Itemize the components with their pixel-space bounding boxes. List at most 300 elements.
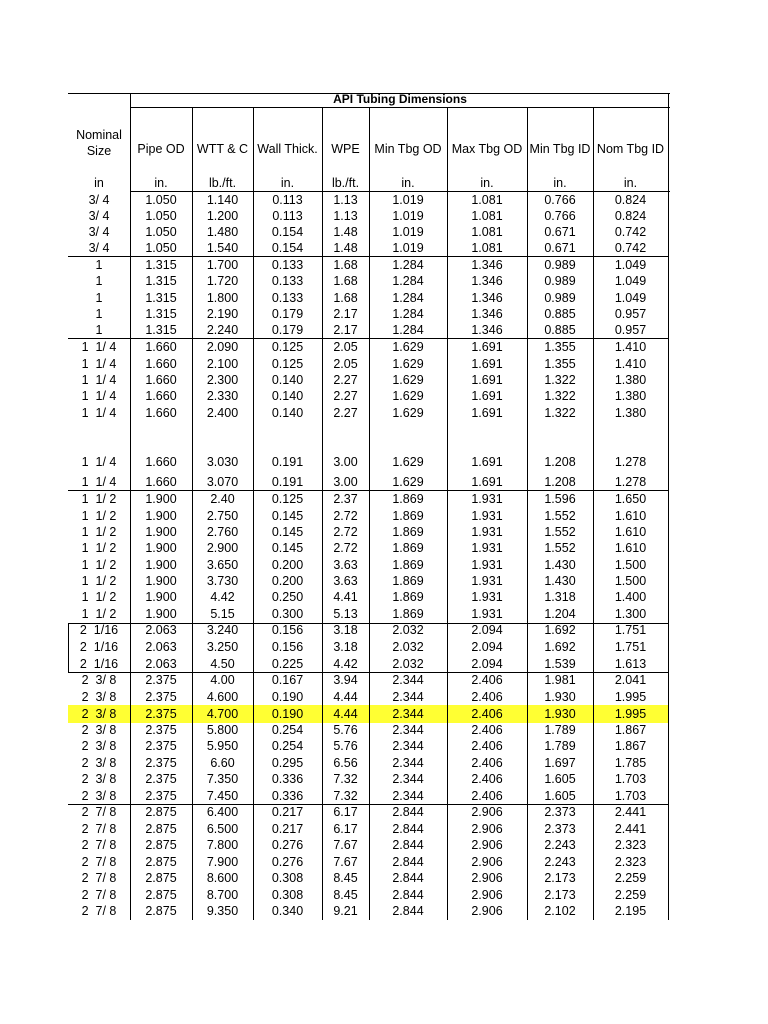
table-cell: 1.660 [145, 373, 177, 387]
table-cell: 1.315 [145, 291, 177, 305]
table-cell: 1.660 [145, 475, 177, 489]
size-cell: 1 1/ 2 [81, 525, 117, 539]
table-cell: 2.195 [614, 904, 647, 918]
table-cell: 1.691 [471, 475, 503, 489]
table-cell: 1.629 [392, 455, 424, 469]
table-cell: 6.60 [210, 756, 235, 770]
table-cell: 1.318 [544, 590, 576, 604]
table-cell: 2.875 [145, 888, 177, 902]
table-cell: 0.140 [271, 406, 304, 420]
size-cell: 1 [95, 258, 103, 272]
table-cell: 2.406 [471, 789, 503, 803]
size-cell: 2 7/ 8 [81, 838, 117, 852]
table-cell: 1.660 [145, 406, 177, 420]
size-cell: 2 7/ 8 [81, 904, 117, 918]
table-cell: 0.250 [271, 590, 304, 604]
size-cell: 2 3/ 8 [81, 772, 117, 786]
table-cell: 2.375 [145, 690, 177, 704]
table-cell: 2.344 [392, 756, 424, 770]
table-cell: 3.00 [333, 455, 358, 469]
table-cell: 0.113 [272, 193, 303, 207]
size-cell: 1 1/ 4 [81, 373, 117, 387]
table-cell: 1.691 [471, 357, 503, 371]
table-cell: 1.346 [471, 258, 503, 272]
table-cell: 1.789 [544, 739, 576, 753]
table-cell: 0.885 [544, 323, 576, 337]
table-cell: 2.344 [392, 673, 424, 687]
table-cell: 0.340 [271, 904, 304, 918]
table-cell: 1.284 [392, 307, 424, 321]
column-header: Max Tbg OD [451, 142, 523, 156]
table-cell: 1.050 [145, 209, 177, 223]
table-cell: 5.950 [206, 739, 239, 753]
table-cell: 2.190 [206, 307, 239, 321]
table-cell: 1.019 [392, 225, 424, 239]
table-cell: 2.875 [145, 805, 177, 819]
table-cell: 0.308 [271, 888, 304, 902]
group-separator [68, 490, 668, 491]
table-cell: 1.800 [206, 291, 239, 305]
table-cell: 3.070 [206, 475, 239, 489]
size-cell: 1 1/ 2 [81, 574, 117, 588]
size-cell: 1 [95, 323, 103, 337]
table-cell: 2.844 [392, 904, 424, 918]
table-cell: 9.21 [333, 904, 358, 918]
table-cell: 1.019 [392, 209, 424, 223]
table-cell: 2.406 [471, 690, 503, 704]
table-cell: 1.284 [392, 323, 424, 337]
table-cell: 3.18 [333, 640, 358, 654]
table-cell: 2.041 [614, 673, 647, 687]
table-cell: 1.703 [614, 789, 647, 803]
table-cell: 0.154 [271, 225, 304, 239]
table-cell: 1.900 [145, 509, 177, 523]
table-cell: 4.42 [210, 590, 235, 604]
table-cell: 3.250 [206, 640, 239, 654]
column-header: Min Tbg ID [529, 142, 591, 156]
size-cell: 2 3/ 8 [81, 789, 117, 803]
table-cell: 1.995 [614, 707, 647, 721]
table-cell: 0.742 [614, 225, 647, 239]
column-header: WTT & C [196, 142, 249, 156]
table-cell: 2.72 [333, 509, 358, 523]
table-cell: 1.300 [614, 607, 647, 621]
column-header: Pipe OD [137, 142, 185, 156]
table-cell: 0.125 [271, 357, 304, 371]
size-cell: 1 1/ 2 [81, 558, 117, 572]
table-cell: 1.081 [471, 241, 503, 255]
column-unit: lb./ft. [331, 176, 360, 190]
table-cell: 3.63 [333, 558, 358, 572]
table-cell: 0.167 [271, 673, 304, 687]
table-cell: 0.217 [271, 822, 304, 836]
size-cell: 1 [95, 307, 103, 321]
table-cell: 2.875 [145, 822, 177, 836]
table-cell: 0.989 [544, 274, 576, 288]
table-cell: 2.40 [210, 492, 235, 506]
table-cell: 0.190 [271, 690, 304, 704]
table-cell: 0.200 [271, 574, 304, 588]
table-cell: 2.094 [471, 640, 503, 654]
table-cell: 1.931 [471, 590, 503, 604]
table-cell: 5.800 [206, 723, 239, 737]
column-header: Nominal Size [76, 128, 122, 158]
table-cell: 0.957 [614, 307, 647, 321]
table-cell: 2.173 [544, 888, 576, 902]
table-cell: 0.824 [614, 209, 647, 223]
table-cell: 5.13 [333, 607, 358, 621]
table-cell: 2.094 [471, 623, 503, 637]
table-cell: 1.315 [145, 323, 177, 337]
table-cell: 1.208 [544, 475, 576, 489]
column-unit: in. [480, 176, 494, 190]
header-top-rule [68, 93, 670, 94]
table-cell: 2.17 [333, 323, 358, 337]
table-cell: 1.284 [392, 258, 424, 272]
table-cell: 2.259 [614, 888, 647, 902]
table-cell: 2.844 [392, 855, 424, 869]
table-cell: 0.742 [614, 241, 647, 255]
table-cell: 1.629 [392, 340, 424, 354]
table-cell: 7.32 [333, 789, 358, 803]
table-cell: 8.700 [206, 888, 239, 902]
table-cell: 2.032 [392, 623, 424, 637]
table-cell: 3.730 [206, 574, 239, 588]
table-cell: 0.145 [271, 525, 304, 539]
table-cell: 0.225 [271, 657, 304, 671]
group-separator [68, 804, 668, 805]
table-cell: 1.019 [392, 241, 424, 255]
table-cell: 1.380 [614, 406, 647, 420]
table-cell: 1.48 [333, 241, 358, 255]
table-cell: 2.72 [333, 541, 358, 555]
table-cell: 1.650 [614, 492, 647, 506]
table-cell: 1.610 [614, 509, 647, 523]
table-cell: 2.300 [206, 373, 239, 387]
table-cell: 1.284 [392, 291, 424, 305]
size-cell: 1 1/ 4 [81, 357, 117, 371]
table-cell: 4.44 [333, 707, 358, 721]
table-cell: 0.254 [271, 739, 304, 753]
table-cell: 2.906 [471, 855, 503, 869]
table-cell: 2.406 [471, 772, 503, 786]
size-cell: 2 7/ 8 [81, 855, 117, 869]
size-cell: 1 1/ 2 [81, 492, 117, 506]
table-cell: 1.981 [544, 673, 576, 687]
table-cell: 1.539 [544, 657, 576, 671]
table-cell: 4.41 [333, 590, 358, 604]
table-cell: 2.406 [471, 673, 503, 687]
table-cell: 0.766 [544, 209, 576, 223]
table-cell: 1.931 [471, 607, 503, 621]
table-cell: 7.67 [333, 838, 358, 852]
table-cell: 1.629 [392, 389, 424, 403]
table-cell: 1.430 [544, 574, 576, 588]
table-cell: 1.629 [392, 406, 424, 420]
table-cell: 3.94 [333, 673, 358, 687]
size-cell: 1 1/ 2 [81, 509, 117, 523]
table-cell: 0.113 [272, 209, 303, 223]
table-cell: 2.900 [206, 541, 239, 555]
table-cell: 2.750 [206, 509, 239, 523]
header-mid-rule [130, 107, 670, 108]
table-cell: 4.44 [333, 690, 358, 704]
table-cell: 0.191 [271, 455, 304, 469]
table-cell: 2.090 [206, 340, 239, 354]
table-cell: 2.406 [471, 723, 503, 737]
column-header: Wall Thick. [257, 142, 318, 156]
table-cell: 1.400 [614, 590, 647, 604]
size-cell: 1 1/ 2 [81, 590, 117, 604]
table-cell: 1.050 [145, 225, 177, 239]
table-cell: 1.315 [145, 274, 177, 288]
table-cell: 3.18 [333, 623, 358, 637]
table-cell: 0.989 [544, 258, 576, 272]
table-cell: 2.375 [145, 707, 177, 721]
column-divider [527, 107, 528, 920]
table-cell: 2.441 [614, 805, 647, 819]
column-header: Nom Tbg ID [596, 142, 665, 156]
table-cell: 1.697 [544, 756, 576, 770]
size-cell: 3/ 4 [88, 225, 110, 239]
table-cell: 1.049 [614, 274, 647, 288]
table-cell: 0.154 [271, 241, 304, 255]
table-cell: 1.050 [145, 241, 177, 255]
table-cell: 0.254 [271, 723, 304, 737]
table-cell: 5.76 [333, 723, 358, 737]
column-divider [130, 93, 131, 920]
table-cell: 1.200 [206, 209, 239, 223]
table-cell: 2.760 [206, 525, 239, 539]
table-cell: 1.380 [614, 389, 647, 403]
table-cell: 1.081 [471, 225, 503, 239]
table-cell: 1.869 [392, 607, 424, 621]
table-cell: 1.410 [614, 340, 647, 354]
table-cell: 8.45 [333, 888, 358, 902]
table-cell: 4.50 [210, 657, 235, 671]
table-cell: 2.27 [333, 389, 358, 403]
table-cell: 0.125 [271, 492, 304, 506]
column-divider [447, 107, 448, 920]
table-cell: 2.323 [614, 855, 647, 869]
table-cell: 2.406 [471, 707, 503, 721]
table-cell: 1.900 [145, 607, 177, 621]
size-cell: 1 1/ 4 [81, 455, 117, 469]
table-cell: 0.133 [271, 291, 304, 305]
table-cell: 3.63 [333, 574, 358, 588]
table-cell: 4.600 [206, 690, 239, 704]
table-cell: 2.323 [614, 838, 647, 852]
table-cell: 2.243 [544, 838, 576, 852]
table-cell: 1.869 [392, 525, 424, 539]
table-cell: 7.450 [206, 789, 239, 803]
table-cell: 1.13 [333, 193, 358, 207]
table-cell: 1.605 [544, 789, 576, 803]
table-cell: 0.190 [271, 707, 304, 721]
table-cell: 2.032 [392, 657, 424, 671]
table-cell: 7.350 [206, 772, 239, 786]
table-cell: 0.140 [271, 389, 304, 403]
table-cell: 1.703 [614, 772, 647, 786]
size-cell: 3/ 4 [88, 193, 110, 207]
table-cell: 3.240 [206, 623, 239, 637]
table-cell: 0.191 [271, 475, 304, 489]
table-cell: 1.867 [614, 723, 647, 737]
group-separator [68, 672, 668, 673]
table-cell: 0.200 [271, 558, 304, 572]
table-cell: 1.68 [333, 291, 358, 305]
table-cell: 1.140 [206, 193, 239, 207]
table-cell: 2.875 [145, 855, 177, 869]
table-cell: 2.441 [614, 822, 647, 836]
column-unit: in. [280, 176, 295, 190]
table-cell: 1.315 [145, 307, 177, 321]
table-cell: 2.906 [471, 888, 503, 902]
table-cell: 1.900 [145, 492, 177, 506]
table-cell: 6.500 [206, 822, 239, 836]
column-divider [668, 93, 669, 920]
table-cell: 2.102 [544, 904, 576, 918]
group-separator [68, 623, 668, 624]
table-cell: 1.931 [471, 574, 503, 588]
table-cell: 2.375 [145, 772, 177, 786]
table-cell: 0.671 [544, 241, 576, 255]
table-cell: 1.900 [145, 574, 177, 588]
table-cell: 1.430 [544, 558, 576, 572]
table-cell: 1.629 [392, 357, 424, 371]
size-cell: 1 [95, 291, 103, 305]
table-cell: 2.373 [544, 805, 576, 819]
table-cell: 7.67 [333, 855, 358, 869]
size-cell: 2 1/16 [79, 640, 119, 654]
size-cell: 3/ 4 [88, 241, 110, 255]
table-cell: 0.336 [271, 789, 304, 803]
table-cell: 1.751 [614, 623, 647, 637]
table-cell: 2.844 [392, 888, 424, 902]
table-cell: 1.410 [614, 357, 647, 371]
table-cell: 0.957 [614, 323, 647, 337]
table-cell: 2.375 [145, 756, 177, 770]
table-cell: 2.906 [471, 871, 503, 885]
table-cell: 1.500 [614, 558, 647, 572]
table-cell: 1.552 [544, 525, 576, 539]
table-cell: 2.094 [471, 657, 503, 671]
table-cell: 1.68 [333, 258, 358, 272]
table-cell: 2.344 [392, 789, 424, 803]
table-cell: 1.700 [206, 258, 239, 272]
table-cell: 2.875 [145, 838, 177, 852]
table-cell: 7.900 [206, 855, 239, 869]
table-cell: 1.322 [544, 389, 576, 403]
table-cell: 7.32 [333, 772, 358, 786]
table-cell: 1.931 [471, 558, 503, 572]
table-cell: 0.336 [271, 772, 304, 786]
table-cell: 1.355 [544, 340, 576, 354]
table-cell: 5.15 [210, 607, 235, 621]
table-cell: 2.100 [206, 357, 239, 371]
table-cell: 2.05 [333, 340, 358, 354]
column-unit: in [94, 176, 104, 190]
size-cell: 1 1/ 4 [81, 389, 117, 403]
group-separator [68, 338, 668, 339]
table-cell: 1.208 [544, 455, 576, 469]
table-cell: 0.276 [271, 855, 304, 869]
table-cell: 0.671 [544, 225, 576, 239]
table-cell: 1.691 [471, 406, 503, 420]
table-cell: 1.500 [614, 574, 647, 588]
table-title: API Tubing Dimensions [333, 92, 467, 106]
table-cell: 2.344 [392, 772, 424, 786]
table-cell: 1.480 [206, 225, 239, 239]
table-cell: 2.844 [392, 805, 424, 819]
table-cell: 0.885 [544, 307, 576, 321]
table-cell: 1.900 [145, 590, 177, 604]
table-cell: 0.295 [271, 756, 304, 770]
table-cell: 1.789 [544, 723, 576, 737]
table-cell: 0.989 [544, 291, 576, 305]
table-cell: 1.049 [614, 258, 647, 272]
table-cell: 1.785 [614, 756, 647, 770]
table-cell: 2.406 [471, 756, 503, 770]
table-cell: 1.284 [392, 274, 424, 288]
table-cell: 6.400 [206, 805, 239, 819]
column-header: Min Tbg OD [374, 142, 442, 156]
size-cell: 2 7/ 8 [81, 888, 117, 902]
table-cell: 0.300 [271, 607, 304, 621]
table-cell: 1.691 [471, 373, 503, 387]
size-cell: 2 1/16 [79, 657, 119, 671]
table-cell: 0.145 [271, 509, 304, 523]
column-unit: in. [553, 176, 567, 190]
table-cell: 1.346 [471, 307, 503, 321]
table-cell: 5.76 [333, 739, 358, 753]
table-cell: 2.344 [392, 690, 424, 704]
size-cell: 1 1/ 4 [81, 340, 117, 354]
table-cell: 1.596 [544, 492, 576, 506]
table-cell: 1.869 [392, 509, 424, 523]
table-cell: 2.17 [333, 307, 358, 321]
table-cell: 1.605 [544, 772, 576, 786]
table-cell: 1.13 [333, 209, 358, 223]
table-cell: 2.240 [206, 323, 239, 337]
table-cell: 2.27 [333, 406, 358, 420]
table-cell: 1.869 [392, 492, 424, 506]
column-divider [369, 107, 370, 920]
table-cell: 0.133 [271, 258, 304, 272]
table-cell: 1.931 [471, 492, 503, 506]
size-cell: 1 [95, 274, 103, 288]
table-cell: 2.344 [392, 739, 424, 753]
table-cell: 1.346 [471, 291, 503, 305]
table-cell: 1.380 [614, 373, 647, 387]
table-cell: 2.063 [145, 657, 177, 671]
column-unit: in. [154, 176, 168, 190]
table-cell: 2.844 [392, 838, 424, 852]
column-unit: in. [623, 176, 638, 190]
table-cell: 8.45 [333, 871, 358, 885]
size-cell: 2 1/16 [79, 623, 119, 637]
table-cell: 0.179 [271, 323, 304, 337]
table-cell: 2.259 [614, 871, 647, 885]
table-cell: 1.322 [544, 406, 576, 420]
table-cell: 1.691 [471, 340, 503, 354]
table-cell: 2.875 [145, 871, 177, 885]
table-cell: 2.330 [206, 389, 239, 403]
size-cell: 2 3/ 8 [81, 723, 117, 737]
table-cell: 1.660 [145, 357, 177, 371]
table-cell: 9.350 [206, 904, 239, 918]
column-header: WPE [331, 142, 360, 156]
